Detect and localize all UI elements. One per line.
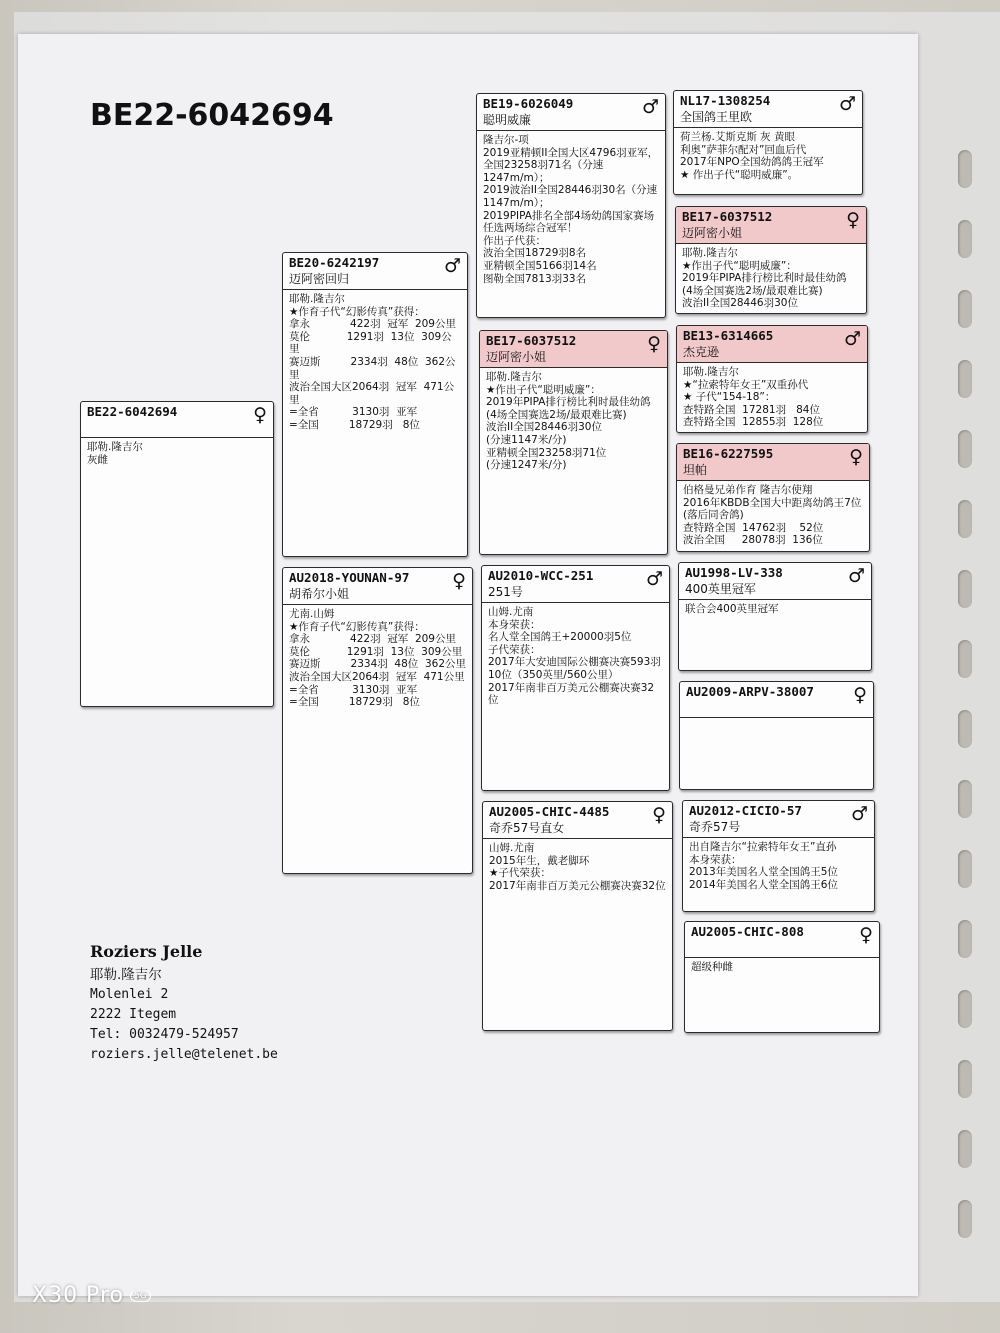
male-icon: ♂ xyxy=(641,96,659,118)
card-line: 查特路全国 12855羽 128位 xyxy=(683,416,824,429)
card-line: 灰雌 xyxy=(87,453,108,466)
card-line: 查特路全国 17281羽 84位 xyxy=(683,403,820,416)
bird-name: 全国鸽王里欧 xyxy=(680,110,753,124)
card-line: 莫伦 1291羽 13位 309公里 xyxy=(289,645,463,658)
ring-number: BE17-6037512 xyxy=(486,333,577,348)
card-line: 赛迈斯 2334羽 48位 362公里 xyxy=(289,355,456,381)
pedigree-card-sire xyxy=(282,252,468,557)
card-line: 赛迈斯 2334羽 48位 362公里 xyxy=(289,658,467,671)
card-line: 2016年KBDB全国大中距离幼鸽王7位 xyxy=(683,496,862,509)
female-icon: ♀ xyxy=(647,333,661,355)
card-body xyxy=(685,958,879,977)
card-line: =全省 3130羽 亚军 xyxy=(289,406,418,419)
pedigree-card-grandsire-2 xyxy=(481,565,670,791)
female-icon: ♀ xyxy=(846,209,860,231)
ring-number: AU2018-YOUNAN-97 xyxy=(289,570,410,585)
card-line: =全国 18729羽 8位 xyxy=(289,696,420,709)
card-line: 波治II全国28446羽30位 xyxy=(682,297,798,310)
card-line: 查特路全国 14762羽 52位 xyxy=(683,521,824,534)
owner-city: 2222 Itegem xyxy=(90,1007,177,1022)
card-line: 2019PIPA排名全部4场幼鸽国家赛场任选两场综合冠军！ xyxy=(483,209,655,235)
pedigree-card-ggd-3 xyxy=(679,681,874,790)
card-body xyxy=(81,438,273,469)
card-line: 波治全国大区2064羽 冠军 471公里 xyxy=(289,381,455,406)
pedigree-card-ggs-2 xyxy=(676,325,868,433)
ring-number: AU1998-LV-338 xyxy=(685,565,783,580)
card-line: ★作出子代“聪明威廉”： xyxy=(486,383,601,396)
card-header xyxy=(283,253,467,290)
bird-name: 迈阿密小姐 xyxy=(486,350,547,364)
card-line: 名人堂全国鸽王+20000羽5位 xyxy=(488,631,632,644)
card-line: =全国 18729羽 8位 xyxy=(289,418,420,431)
male-icon: ♂ xyxy=(850,803,868,825)
card-line: 作出子代获： xyxy=(483,234,546,247)
card-line: 山姆.尤南 xyxy=(488,606,534,618)
card-line: 超级种雌 xyxy=(691,961,733,973)
card-line: 2019亚精顿II全国大区4796羽亚军， xyxy=(483,146,659,159)
card-body xyxy=(477,131,665,288)
card-line: 子代荣获： xyxy=(488,643,541,656)
female-icon: ♀ xyxy=(253,404,267,426)
pedigree-card-ggs-1 xyxy=(673,90,863,195)
card-line: 本身荣获： xyxy=(689,853,742,866)
pedigree-card-grandsire-1 xyxy=(476,93,666,318)
male-icon: ♂ xyxy=(847,565,865,587)
card-body xyxy=(283,290,467,435)
camera-watermark xyxy=(32,1283,151,1308)
card-line: 莫伦 1291羽 13位 309公里 xyxy=(289,330,452,356)
bird-name: 胡希尔小姐 xyxy=(289,587,350,601)
pedigree-card-subject xyxy=(80,401,274,707)
ring-number: BE17-6037512 xyxy=(682,209,773,224)
card-line: 伯格曼兄弟作育 隆吉尔使翔 xyxy=(683,484,813,496)
card-line: 隆吉尔-项 xyxy=(483,134,529,146)
card-line: 2017年南非百万美元公棚赛决赛32位 xyxy=(489,879,666,892)
card-line: 2014年美国名人堂全国鸽王6位 xyxy=(689,878,838,891)
card-body xyxy=(283,605,472,712)
card-body xyxy=(674,128,862,184)
ring-number: BE16-6227595 xyxy=(683,446,774,461)
card-line: 山姆.尤南 xyxy=(489,842,535,854)
ring-number: AU2010-WCC-251 xyxy=(488,568,594,583)
card-line: 本身荣获： xyxy=(488,618,541,631)
card-header xyxy=(283,568,472,605)
card-body xyxy=(483,839,672,895)
owner-name: Roziers Jelle xyxy=(90,942,203,961)
card-line: 2019年PIPA排行榜比利时最佳幼鸽 xyxy=(486,396,651,409)
card-line: 图勒全国7813羽33名 xyxy=(483,272,587,285)
card-line: 2017年南非百万美元公棚赛决赛32位 xyxy=(488,681,655,707)
owner-phone: Tel: 0032479-524957 xyxy=(90,1027,239,1042)
card-header xyxy=(477,94,665,131)
ring-number: BE22-6042694 xyxy=(87,404,178,419)
card-line: 耶勒.隆吉尔 xyxy=(486,371,542,383)
card-line: 耶勒.隆吉尔 xyxy=(87,441,143,453)
card-header xyxy=(677,326,867,363)
male-icon: ♂ xyxy=(645,568,663,590)
bird-name: 400英里冠军 xyxy=(685,582,756,596)
card-line: =全省 3130羽 亚军 xyxy=(289,683,418,696)
card-header xyxy=(677,444,869,481)
card-line: (4场全国赛选2场/最艰难比赛) xyxy=(486,408,627,421)
owner-email: roziers.jelle@telenet.be xyxy=(90,1047,278,1062)
ring-number: BE13-6314665 xyxy=(683,328,774,343)
card-line: 亚精顿全国23258羽71位 xyxy=(486,446,607,459)
ring-number: AU2009-ARPV-38007 xyxy=(686,684,814,699)
owner-cn-name: 耶勒.隆吉尔 xyxy=(90,967,162,983)
pedigree-card-ggd-2 xyxy=(676,443,870,552)
female-icon: ♀ xyxy=(652,804,666,826)
card-line: 耶勒.隆吉尔 xyxy=(683,366,739,378)
network-badge: 5G xyxy=(130,1290,151,1302)
card-line: 亚精顿全国5166羽14名 xyxy=(483,259,597,272)
card-line: 波治全国 28078羽 136位 xyxy=(683,534,823,547)
card-line: 荷兰杨.艾斯克斯 灰 黄眼 xyxy=(680,131,796,143)
male-icon: ♂ xyxy=(843,328,861,350)
camera-model: X30 Pro xyxy=(32,1283,124,1308)
card-line: 联合会400英里冠军 xyxy=(685,603,779,615)
card-line: 耶勒.隆吉尔 xyxy=(682,247,738,259)
page-title: BE22-6042694 xyxy=(90,98,334,133)
bird-name: 聪明威廉 xyxy=(483,113,532,127)
card-body xyxy=(676,244,866,313)
card-line: 全国23258羽71名（分速1247m/m）； xyxy=(483,159,604,184)
female-icon: ♀ xyxy=(849,446,863,468)
bird-name: 奇乔57号直女 xyxy=(489,821,565,835)
card-line: 2019年PIPA排行榜比利时最佳幼鸽 xyxy=(682,272,847,285)
pedigree-card-ggs-4 xyxy=(682,800,875,912)
card-body xyxy=(683,838,874,894)
card-line: ★“拉索特年女王”双重孙代 xyxy=(683,378,809,391)
card-header xyxy=(683,801,874,838)
card-line: (4场全国赛选2场/最艰难比赛) xyxy=(682,284,823,297)
card-line: 利奥”萨菲尔配对”回血后代 xyxy=(680,143,807,156)
card-header xyxy=(482,566,669,603)
card-body xyxy=(482,603,669,710)
pedigree-card-dam xyxy=(282,567,473,874)
card-body xyxy=(677,481,869,550)
card-line: ★ 作出子代“聪明威廉”。 xyxy=(680,168,799,181)
pedigree-card-ggs-3 xyxy=(678,562,872,671)
female-icon: ♀ xyxy=(859,924,873,946)
pedigree-card-ggd-4 xyxy=(684,921,880,1033)
card-body xyxy=(677,363,867,432)
card-header xyxy=(81,402,273,438)
bird-name: 杰克逊 xyxy=(683,345,720,359)
card-line: ★作育子代“幻影传真”获得： xyxy=(289,620,425,633)
card-header xyxy=(674,91,862,128)
female-icon: ♀ xyxy=(452,570,466,592)
ring-number: BE19-6026049 xyxy=(483,96,574,111)
male-icon: ♂ xyxy=(838,93,856,115)
card-line: 2013年美国名人堂全国鸽王5位 xyxy=(689,866,838,879)
bird-name: 251号 xyxy=(488,585,523,599)
card-line: 拿永 422羽 冠军 209公里 xyxy=(289,633,456,646)
card-body xyxy=(480,368,667,475)
card-line: (分速1147米/分) xyxy=(486,433,567,446)
card-header xyxy=(685,922,879,958)
bird-name: 坦帕 xyxy=(683,463,708,477)
card-line: 2017年NPO全国幼鸽鸽王冠军 xyxy=(680,156,824,169)
card-line: 拿永 422羽 冠军 209公里 xyxy=(289,318,456,331)
card-line: (落后同舍鸽) xyxy=(683,509,744,522)
card-header xyxy=(483,802,672,839)
bird-name: 奇乔57号 xyxy=(689,820,741,834)
ring-number: BE20-6242197 xyxy=(289,255,380,270)
card-line: 2015年生，戴老脚环 xyxy=(489,854,590,867)
card-line: 2017年大安迪国际公棚赛决赛593羽10位（350英里/560公里） xyxy=(488,656,661,681)
card-line: 波治II全国28446羽30位 xyxy=(486,421,602,434)
pedigree-card-granddam-2 xyxy=(482,801,673,1031)
owner-street: Molenlei 2 xyxy=(90,987,169,1002)
bird-name: 迈阿密小姐 xyxy=(682,226,743,240)
card-line: 出自隆吉尔“拉索特年女王”直孙 xyxy=(689,841,837,853)
pedigree-card-ggd-1 xyxy=(675,206,867,314)
card-line: 尤南.山姆 xyxy=(289,608,335,620)
card-line: ★子代荣获： xyxy=(489,867,551,880)
bird-name: 迈阿密回归 xyxy=(289,272,350,286)
card-line: ★ 子代“154-18”： xyxy=(683,391,776,404)
male-icon: ♂ xyxy=(443,255,461,277)
card-header xyxy=(680,682,873,718)
card-body xyxy=(680,718,873,724)
card-header xyxy=(679,563,871,600)
card-line: 2019波治II全国28446羽30名（分速1147m/m）； xyxy=(483,184,658,209)
ring-number: AU2005-CHIC-4485 xyxy=(489,804,610,819)
card-line: 波治全国大区2064羽 冠军 471公里 xyxy=(289,670,465,683)
ring-number: AU2005-CHIC-808 xyxy=(691,924,804,939)
card-line: 波治全国18729羽8名 xyxy=(483,247,587,260)
card-header xyxy=(480,331,667,368)
card-body xyxy=(679,600,871,619)
card-header xyxy=(676,207,866,244)
ring-number: AU2012-CICIO-57 xyxy=(689,803,802,818)
female-icon: ♀ xyxy=(853,684,867,706)
card-line: ★作出子代“聪明威廉”： xyxy=(682,259,797,272)
pedigree-card-granddam-1 xyxy=(479,330,668,555)
owner-contact xyxy=(90,942,278,1065)
card-line: (分速1247米/分) xyxy=(486,459,567,472)
card-line: ★作育子代“幻影传真”获得： xyxy=(289,305,425,318)
card-line: 耶勒.隆吉尔 xyxy=(289,293,345,305)
ring-number: NL17-1308254 xyxy=(680,93,771,108)
